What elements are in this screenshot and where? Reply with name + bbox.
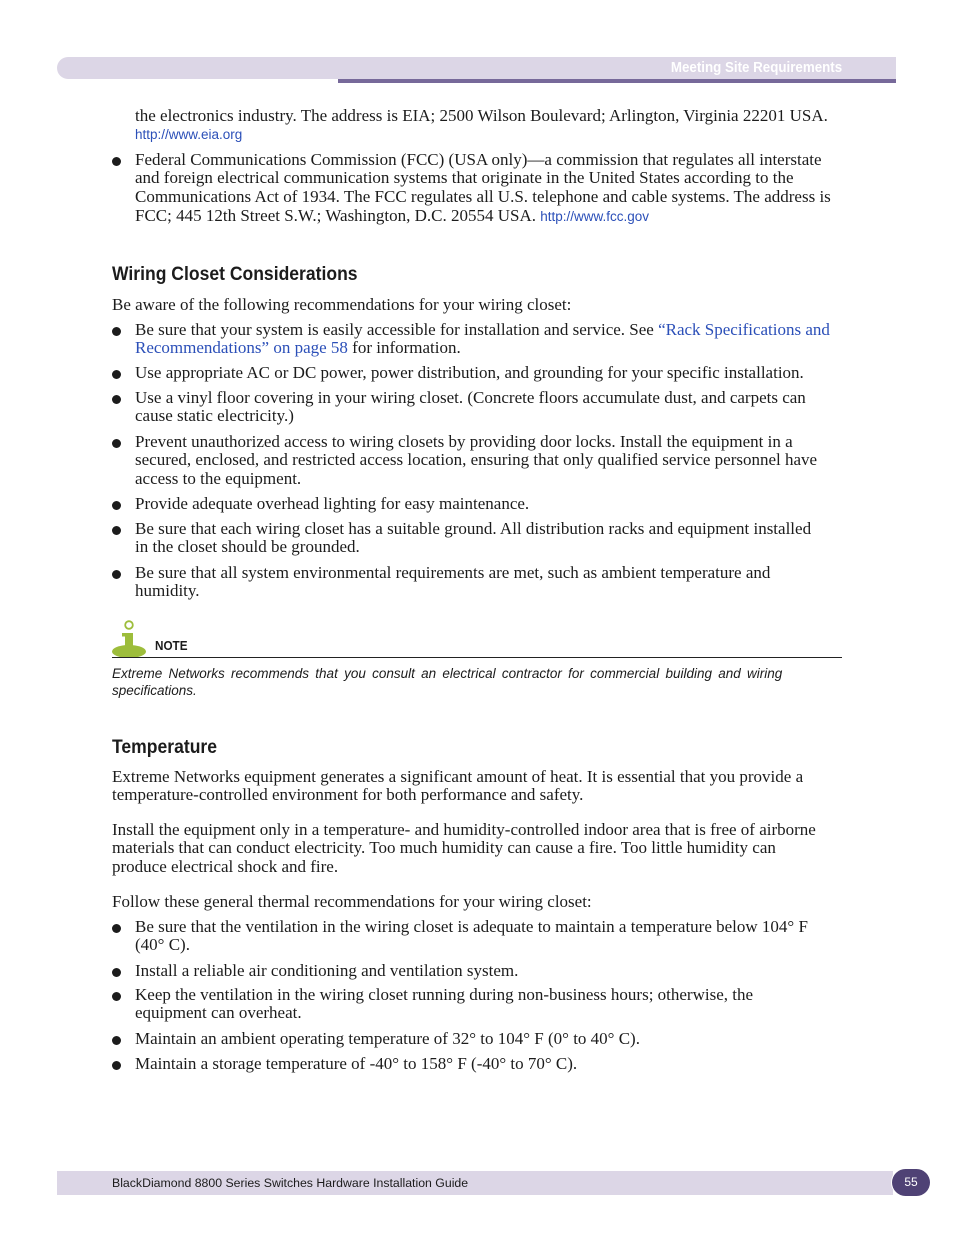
bullet-marker	[112, 526, 121, 535]
bullet-item	[135, 495, 529, 514]
bullet-line: Communications Act of 1934. The FCC regulates all U.S. telephone and cable systems. The address is	[135, 186, 831, 206]
bullet-item	[135, 389, 806, 426]
rack-specifications-link-cont[interactable]: Recommendations” on page 58	[135, 338, 348, 358]
bullet-item	[135, 1030, 640, 1049]
bullet-marker	[112, 1036, 121, 1045]
bullet-marker	[112, 395, 121, 404]
note-line: specifications.	[112, 682, 197, 698]
bullet-line: Be sure that all system environmental requirements are met, such as ambient temperature and	[135, 562, 771, 582]
bullet-marker	[112, 327, 121, 336]
paragraph-line	[135, 125, 828, 144]
paragraph-line: temperature-controlled environment for both performance and safety.	[112, 785, 584, 805]
header-rule	[338, 79, 896, 83]
bullet-item	[135, 962, 518, 981]
bullet-line: and foreign electrical communication systems that originate in the United States according to the	[135, 168, 794, 188]
note-label: NOTE	[155, 638, 188, 653]
bullet-item-fcc	[135, 151, 831, 226]
bullet-item	[135, 1055, 577, 1074]
bullet-line: Use a vinyl floor covering in your wiring closet. (Concrete floors accumulate dust, and carpets can	[135, 387, 806, 407]
section-title: Meeting Site Requirements	[670, 60, 842, 76]
bullet-marker	[112, 570, 121, 579]
bullet-line: Use appropriate AC or DC power, power distribution, and grounding for your specific installation.	[135, 362, 804, 382]
intro-paragraph	[135, 107, 828, 144]
bullet-marker	[112, 968, 121, 977]
bullet-line: Keep the ventilation in the wiring closet running during non-business hours; otherwise, the	[135, 984, 754, 1004]
bullet-marker	[112, 439, 121, 448]
bullet-line-text: for information.	[352, 338, 461, 358]
bullet-line: Maintain a storage temperature of -40° to 158° F (-40° to 70° C).	[135, 1053, 578, 1073]
paragraph-line: Install the equipment only in a temperature- and humidity-controlled indoor area that is free of airborne	[112, 819, 816, 839]
paragraph-line: produce electrical shock and fire.	[112, 856, 339, 876]
bullet-line: in the closet should be grounded.	[135, 537, 360, 557]
bullet-line: secured, enclosed, and restricted access location, ensuring that only qualified service personnel have	[135, 450, 818, 470]
eia-link[interactable]: http://www.eia.org	[135, 127, 243, 143]
paragraph-line: Be aware of the following recommendations for your wiring closet:	[112, 294, 572, 314]
wiring-intro-paragraph	[112, 296, 571, 315]
bullet-line: humidity.	[135, 581, 200, 601]
bullet-line-text: FCC; 445 12th Street S.W.; Washington, D.C. 20554 USA.	[135, 205, 537, 225]
bullet-line: access to the equipment.	[135, 468, 302, 488]
paragraph	[112, 893, 592, 912]
paragraph-line: Follow these general thermal recommendations for your wiring closet:	[112, 891, 592, 911]
paragraph	[112, 821, 816, 877]
bullet-item	[135, 321, 830, 358]
bullet-line: Prevent unauthorized access to wiring closets by providing door locks. Install the equipment in a	[135, 431, 793, 451]
paragraph	[112, 768, 803, 805]
bullet-line: Maintain an ambient operating temperature of 32° to 104° F (0° to 40° C).	[135, 1028, 640, 1048]
note-text	[112, 665, 782, 699]
bullet-item	[135, 918, 808, 955]
bullet-marker	[112, 1061, 121, 1070]
bullet-item	[135, 564, 770, 601]
bullet-line: Provide adequate overhead lighting for easy maintenance.	[135, 493, 530, 513]
bullet-marker	[112, 157, 121, 166]
bullet-item	[135, 520, 811, 557]
bullet-item	[135, 433, 817, 489]
guide-title: BlackDiamond 8800 Series Switches Hardware Installation Guide	[112, 1176, 469, 1190]
fcc-link[interactable]: http://www.fcc.gov	[540, 208, 650, 224]
bullet-line	[135, 321, 830, 340]
bullet-marker	[112, 992, 121, 1001]
note-line: Extreme Networks recommends that you consult an electrical contractor for commercial building and wiring	[112, 665, 783, 681]
bullet-line-text: Be sure that your system is easily accessible for installation and service. See	[135, 319, 654, 339]
paragraph-line: materials that can conduct electricity. Too much humidity can cause a fire. Too little humidity can	[112, 838, 776, 858]
section-heading-temperature: Temperature	[112, 736, 218, 758]
bullet-line: cause static electricity.)	[135, 406, 294, 426]
bullet-line	[135, 207, 831, 226]
bullet-line	[135, 339, 830, 358]
bullet-marker	[112, 501, 121, 510]
bullet-item	[135, 986, 753, 1023]
bullet-line: Be sure that each wiring closet has a suitable ground. All distribution racks and equipment installed	[135, 518, 812, 538]
bullet-line: Be sure that the ventilation in the wiring closet is adequate to maintain a temperature below 104° F	[135, 916, 808, 936]
bullet-line: Federal Communications Commission (FCC) (USA only)—a commission that regulates all interstate	[135, 149, 822, 169]
note-divider	[112, 657, 842, 658]
bullet-marker	[112, 924, 121, 933]
paragraph-line: Extreme Networks equipment generates a significant amount of heat. It is essential that you provide a	[112, 766, 804, 786]
paragraph-line: the electronics industry. The address is EIA; 2500 Wilson Boulevard; Arlington, Virginia 22201 USA.	[135, 105, 828, 125]
info-icon	[110, 619, 148, 659]
page-number: 55	[892, 1169, 930, 1196]
rack-specifications-link[interactable]: “Rack Specifications and	[658, 319, 830, 339]
bullet-marker	[112, 370, 121, 379]
bullet-line: equipment can overheat.	[135, 1003, 302, 1023]
section-heading-wiring: Wiring Closet Considerations	[112, 263, 358, 285]
bullet-line: Install a reliable air conditioning and ventilation system.	[135, 960, 519, 980]
bullet-item	[135, 364, 804, 383]
bullet-line: (40° C).	[135, 935, 190, 955]
